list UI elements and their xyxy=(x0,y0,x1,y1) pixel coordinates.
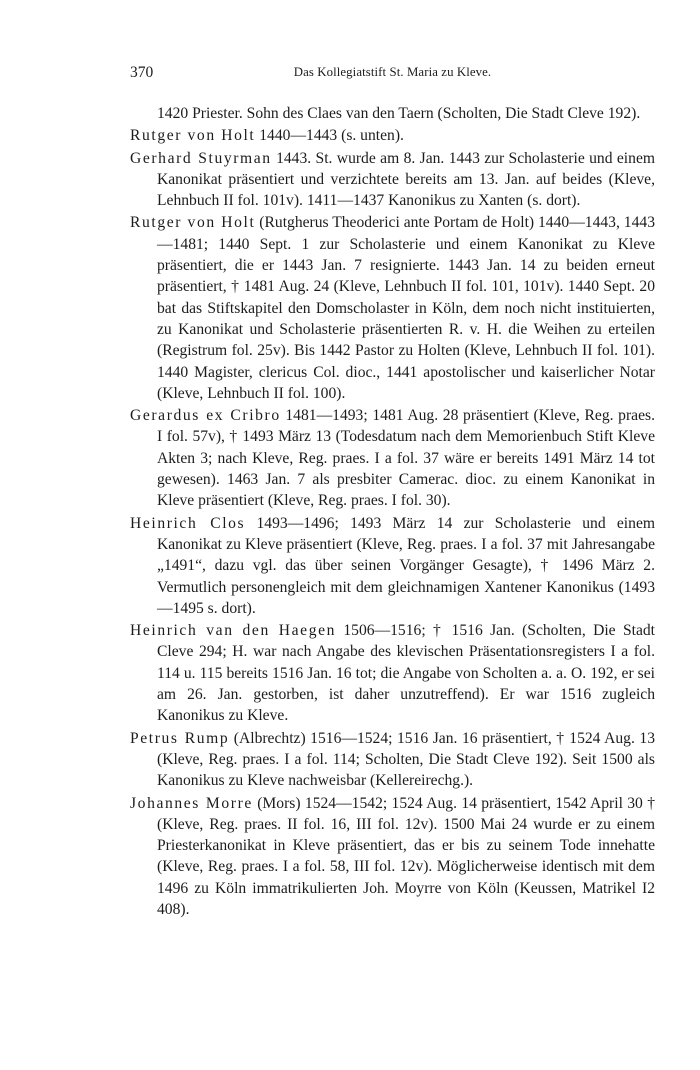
entry-text: (Albrechtz) 1516—1524; 1516 Jan. 16 präsentiert, † 1524 Aug. 13 (Kleve, Reg. praes. I a fol. 114; Scholten, Die Stadt Cleve 192). Seit 1500 als Kanonikus zu Kleve nachweisbar (Kellereirechg.). xyxy=(157,729,656,790)
list-item xyxy=(130,793,655,921)
entry-text: 1493—1496; 1493 März 14 zur Scholasterie und einem Kanonikat zu Kleve präsentiert (Kleve, Reg. praes. I a fol. 37 mit Jahresangabe „1491“, dazu vgl. das über seinen Vorgänger Gesagte), † 1496 März 2. Vermutlich personengleich mit dem gleichnamigen Xantener Kanonikus (1493—1495 s. dort). xyxy=(157,514,655,617)
running-title: Das Kollegiatstift St. Maria zu Kleve. xyxy=(293,65,492,79)
entry-name: Heinrich Clos xyxy=(130,514,246,532)
page-number: 370 xyxy=(130,64,154,81)
list-item xyxy=(130,125,655,146)
list-item xyxy=(130,212,655,404)
entry-text: 1481—1493; 1481 Aug. 28 präsentiert (Kleve, Reg. praes. I fol. 57v), † 1493 März 13 (Todesdatum nach dem Memorienbuch Stift Kleve Akten 3; nach Kleve, Reg. praes. I a fol. 37 wäre er bereits 1491 März 14 tot gewesen). 1463 Jan. 7 als presbiter Camerac. dioc. zu einem Kanonikat in Kleve präsentiert (Kleve, Reg. praes. I fol. 30). xyxy=(157,407,655,510)
list-item xyxy=(130,728,655,792)
entry-name: Gerhard Stuyrman xyxy=(130,149,272,167)
list-item xyxy=(130,148,655,212)
entry-text: (Mors) 1524—1542; 1524 Aug. 14 präsentiert, 1542 April 30 † (Kleve, Reg. praes. II fol. 16, III fol. 12v). 1500 Mai 24 wurde er zu einem Priesterkanonikat in Kleve präsentiert, das er bis zu seinem Tode innehatte (Kleve, Reg. praes. I a fol. 58, III fol. 12v). Möglicherweise identisch mit dem 1496 zu Köln immatrikulierten Joh. Moyrre von Köln (Keussen, Matrikel I2 408). xyxy=(157,794,655,918)
entry-text: 1506—1516; † 1516 Jan. (Scholten, Die Stadt Cleve 294; H. war nach Angabe des klevischen Präsentationsregisters I a fol. 114 u. 115 bereits 1516 Jan. 16 tot; die Angabe von Scholten a. a. O. 192, er sei am 26. Jan. gestorben, ist daher unzutreffend). Er war 1516 zugleich Kanonikus zu Kleve. xyxy=(157,622,655,725)
entry-text: 1420 Priester. Sohn des Claes van den Taern (Scholten, Die Stadt Cleve 192). xyxy=(157,105,641,122)
entry-name: Heinrich van den Haegen xyxy=(130,622,337,640)
entry-text: (Rutgherus Theoderici ante Portam de Holt) 1440—1443, 1443—1481; 1440 Sept. 1 zur Scholasterie und einem Kanonikat zu Kleve präsentiert, die er 1443 Jan. 7 resignierte. 1443 Jan. 14 zu beiden erneut präsentiert, † 1481 Aug. 24 (Kleve, Lehnbuch II fol. 101, 101v). 1440 Sept. 20 bat das Stiftskapitel den Domscholaster in Köln, dem noch nicht instituierten, zu Kanonikat und Scholasterie präsentierten R. v. H. die Weihen zu erteilen (Registrum fol. 25v). Bis 1442 Pastor zu Holten (Kleve, Lehnbuch II fol. 101). 1440 Magister, clericus Col. dioc., 1441 apostolischer und kaiserlicher Notar (Kleve, Lehnbuch II fol. 100). xyxy=(157,214,655,402)
list-item xyxy=(130,405,655,511)
list-item xyxy=(130,513,655,619)
entry-name: Gerardus ex Cribro xyxy=(130,407,281,425)
entry-name: Johannes Morre xyxy=(130,794,253,812)
entry-text: 1443. St. wurde am 8. Jan. 1443 zur Scholasterie und einem Kanonikat präsentiert und verzichtete bereits am 13. Jan. auf beides (Kleve, Lehnbuch II fol. 101v). 1411—1437 Kanonikus zu Xanten (s. dort). xyxy=(157,149,655,210)
entry-name: Rutger von Holt xyxy=(130,127,256,145)
entry-name: Petrus Rump xyxy=(130,729,230,747)
entry-list xyxy=(130,103,655,921)
entry-text: 1440—1443 (s. unten). xyxy=(255,127,404,145)
list-item xyxy=(130,103,655,124)
entry-name: Rutger von Holt xyxy=(130,214,256,232)
list-item xyxy=(130,620,655,726)
page-header xyxy=(130,64,655,84)
